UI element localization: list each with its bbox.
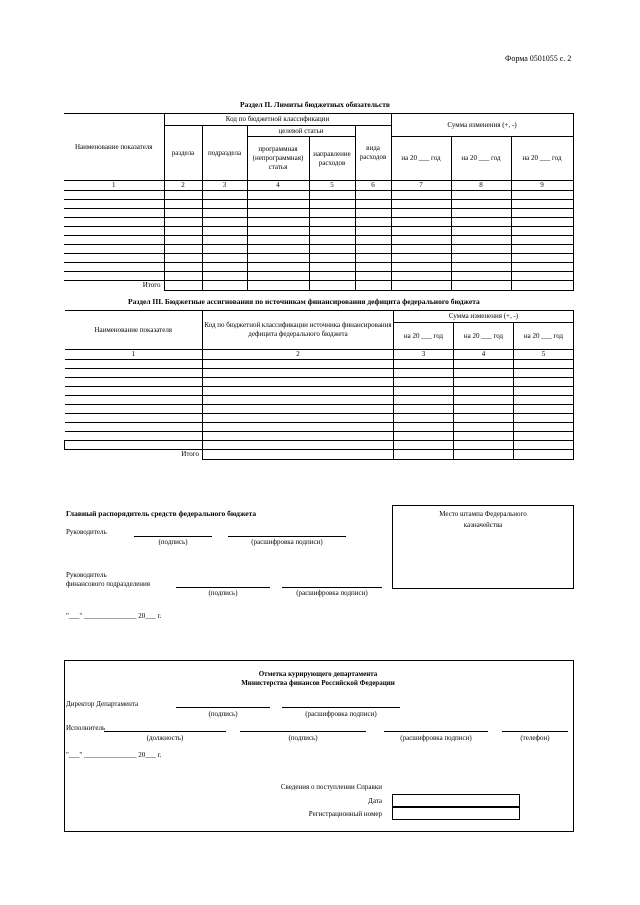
col-number: 6 [355, 181, 391, 191]
head-signature-line[interactable] [134, 536, 212, 537]
date-field[interactable]: "___" _______________ 20___ г. [66, 612, 162, 620]
code-header: Код по бюджетной классификации [164, 114, 391, 126]
reg-number-label: Регистрационный номер [308, 810, 382, 818]
decode-caption: (расшифровка подписи) [305, 710, 377, 718]
year-cell: на 20 ___ год [454, 323, 514, 350]
receipt-date-label: Дата [368, 797, 382, 805]
head-decode-line[interactable] [228, 536, 346, 537]
target-header: целевой статьи [247, 126, 355, 137]
receipt-date-field[interactable] [392, 794, 520, 807]
signature-caption: (подпись) [288, 734, 318, 742]
year-cell: на 20 ___ год [391, 137, 451, 181]
col-number: 1 [64, 181, 164, 191]
col-number: 2 [203, 350, 394, 360]
executor-phone-line[interactable] [502, 731, 568, 732]
fin-signature-line[interactable] [176, 587, 270, 588]
head-label: Руководитель [66, 528, 107, 536]
col-number: 5 [514, 350, 574, 360]
stamp-text: Место штампа Федерального казначейства [439, 510, 527, 529]
code-header: Код по бюджетной классификации источника финансирования дефицита федерального бюджета [203, 311, 394, 350]
phone-caption: (телефон) [520, 734, 550, 742]
program-header: программная (непрограммная) статья [247, 137, 309, 181]
fin-decode-line[interactable] [282, 587, 382, 588]
dept-title-1: Отметка курирующего департамента [258, 670, 378, 678]
executor-signature-line[interactable] [240, 731, 366, 732]
decode-caption: (расшифровка подписи) [400, 734, 472, 742]
stamp-box [392, 505, 574, 589]
col-number: 2 [164, 181, 202, 191]
col-name-header: Наименование показателя [65, 311, 203, 350]
col-number: 3 [202, 181, 247, 191]
signature-caption: (подпись) [208, 710, 238, 718]
form-number: Форма 0501055 с. 2 [505, 54, 572, 63]
col-number: 4 [454, 350, 514, 360]
signature-caption: (подпись) [158, 538, 188, 546]
change-header: Сумма изменения (+, -) [394, 311, 574, 323]
section2-title: Раздел II. Лимиты бюджетных обязательств [240, 100, 390, 109]
main-manager-title: Главный распорядитель средств федерального бюджета [66, 509, 257, 518]
executor-label: Исполнитель [66, 724, 106, 732]
executor-decode-line[interactable] [384, 731, 488, 732]
fin-head-label: финансового подразделения [66, 580, 151, 588]
director-label: Директор Департамента [66, 700, 139, 708]
year-cell: на 20 ___ год [511, 137, 573, 181]
subsection-header: подраздела [202, 126, 247, 181]
expense-type-header: вида расходов [355, 126, 391, 181]
dept-date-field[interactable]: "___" _______________ 20___ г. [66, 751, 162, 759]
col-number: 8 [451, 181, 511, 191]
year-cell: на 20 ___ год [451, 137, 511, 181]
col-number: 7 [391, 181, 451, 191]
col-number: 5 [309, 181, 355, 191]
sources-table [64, 310, 574, 460]
signature-caption: (подпись) [208, 589, 238, 597]
year-cell: на 20 ___ год [394, 323, 454, 350]
col-number: 9 [511, 181, 573, 191]
executor-position-line[interactable] [104, 731, 226, 732]
section3-title: Раздел III. Бюджетные ассигнования по источникам финансирования дефицита федерального бюджета [128, 297, 480, 306]
reg-number-field[interactable] [392, 807, 520, 820]
director-signature-line[interactable] [176, 707, 270, 708]
director-decode-line[interactable] [282, 707, 400, 708]
sources-rows [65, 360, 574, 460]
decode-caption: (расшифровка подписи) [251, 538, 323, 546]
change-header: Сумма изменения (+, -) [391, 114, 573, 137]
col-name-header: Наименование показателя [64, 114, 164, 181]
dept-title-2: Министерства финансов Российской Федерации [241, 679, 395, 687]
direction-header: направление расходов [309, 137, 355, 181]
col-number: 3 [394, 350, 454, 360]
fin-head-label: Руководитель [66, 571, 107, 579]
total-label: Итого [64, 281, 164, 291]
year-cell: на 20 ___ год [514, 323, 574, 350]
total-label: Итого [65, 450, 203, 460]
col-number: 4 [247, 181, 309, 191]
decode-caption: (расшифровка подписи) [296, 589, 368, 597]
receipt-title: Сведения о поступлении Справки [280, 783, 382, 791]
section-header: раздела [164, 126, 202, 181]
position-caption: (должность) [146, 734, 184, 742]
col-number: 1 [65, 350, 203, 360]
limits-table [64, 113, 574, 291]
limits-rows [64, 191, 573, 291]
